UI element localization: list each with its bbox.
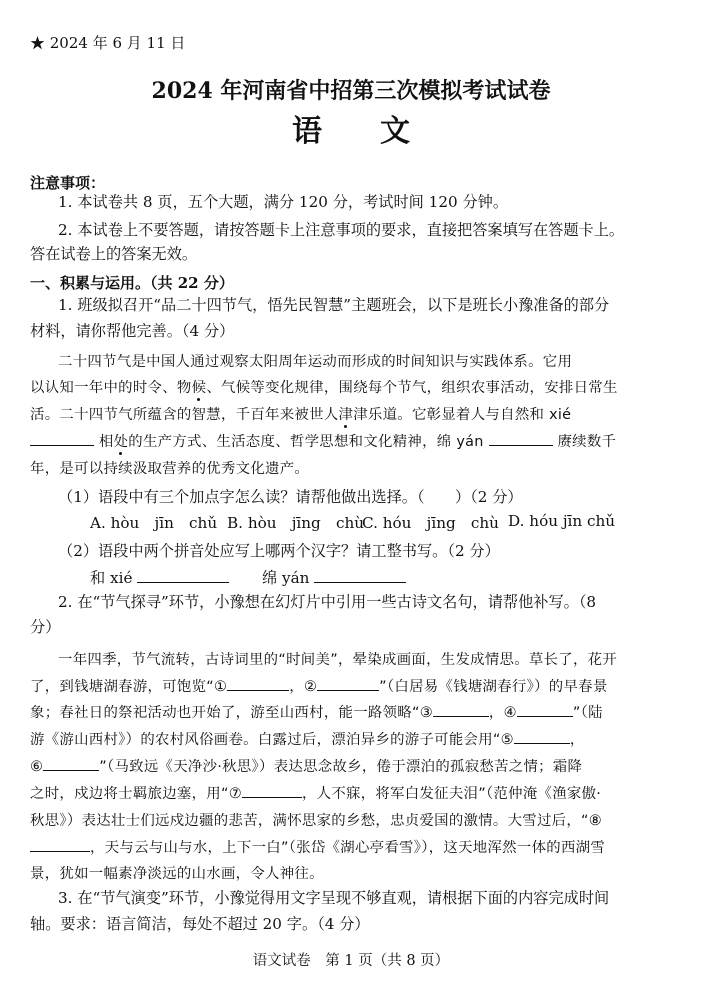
blank-3 <box>433 702 489 717</box>
passage2-line-7: 秋思》）表达壮士们远戍边疆的悲苦，满怀思家的乡愁，忠贞爱国的激情。大雪过后，“⑧ <box>30 813 603 829</box>
blank-8 <box>30 837 90 852</box>
sub-question-1: （1）语段中有三个加点字怎么读？请帮他做出选择。（ ）（2 分） <box>58 488 523 506</box>
dotted-char-chu: 处 <box>113 434 129 450</box>
q2-line-2: 分） <box>30 618 61 636</box>
date-note: ★ 2024 年 6 月 11 日 <box>30 34 186 52</box>
answer-blank-yan <box>314 568 406 583</box>
exam-title: 2024 年河南省中招第三次模拟考试试卷 <box>151 78 551 104</box>
passage2-line-2: 了，到钱塘湖春游，可饱览“① ，② ”（白居易《钱塘湖春行》）的早春景 <box>30 675 608 696</box>
passage2-line-5: ⑥ ”（马致远《天净沙·秋思》）表达思念故乡，倦于漂泊的孤寂愁苦之情；霜降 <box>30 755 582 776</box>
write-xie: 和 xié <box>90 567 229 588</box>
passage2-line-6: 之时，戍边将士羁旅边塞，用“⑦ ，人不寐，将军白发征夫泪”（范仲淹《渔家傲· <box>30 782 601 803</box>
q1-line-1: 1. 班级拟召开“品二十四节气，悟先民智慧”主题班会，以下是班长小豫准备的部分 <box>58 296 610 314</box>
blank-2 <box>317 676 379 691</box>
write-yan: 绵 yán <box>262 567 406 588</box>
blank-1 <box>227 676 289 691</box>
q1-line-2: 材料，请你帮他完善。（4 分） <box>30 322 235 340</box>
passage1-line-3: 活。二十四节气所蕴含的智慧，千百年来被世人津津乐道。它彰显着人与自然和 xié <box>30 407 572 423</box>
option-b: B. hòu jīng chù <box>227 514 365 532</box>
option-a: A. hòu jīn chǔ <box>90 514 218 532</box>
answer-blank-xie <box>137 568 229 583</box>
notice-item-1: 1. 本试卷共 8 页，五个大题，满分 120 分，考试时间 120 分钟。 <box>58 193 509 211</box>
q3-line-2: 轴。要求：语言简洁，每处不超过 20 字。（4 分） <box>30 915 370 933</box>
notice-heading: 注意事项： <box>30 174 106 192</box>
q3-line-1: 3. 在“节气演变”环节，小豫觉得用文字呈现不够直观，请根据下面的内容完成时间 <box>58 889 610 907</box>
passage1-line-5: 年，是可以持续汲取营养的优秀文化遗产。 <box>30 461 310 477</box>
option-c: C. hóu jīng chù <box>362 514 499 532</box>
blank-4 <box>517 702 573 717</box>
notice-item-2b: 答在试卷上的答案无效。 <box>30 245 198 263</box>
passage2-line-9: 景，犹如一幅素净淡远的山水画，令人神往。 <box>30 866 324 882</box>
notice-item-2a: 2. 本试卷上不要答题，请按答题卡上注意事项的要求，直接把答案填写在答题卡上。 <box>58 221 625 239</box>
blank-xie <box>30 431 94 446</box>
passage2-line-4: 游《游山西村》）的农村风俗画卷。白露过后，漂泊异乡的游子可能会用“⑤ ， <box>30 728 585 749</box>
blank-7 <box>242 783 302 798</box>
passage1-line-4: 相处的生产方式、生活态度、哲学思想和文化精神，绵 yán 赓续数千 <box>30 430 616 451</box>
passage1-line-2: 以认知一年中的时令、物候、气候等变化规律，围绕每个节气，组织农事活动，安排日常生 <box>30 380 618 396</box>
passage2-line-8: ，天与云与山与水，上下一白”（张岱《湖心亭看雪》），这天地浑然一体的西湖雪 <box>30 836 605 857</box>
section1-heading: 一、积累与运用。（共 22 分） <box>30 274 234 292</box>
dotted-char-jin: 津 <box>338 407 354 423</box>
subject-title: 语文 <box>292 114 468 149</box>
blank-yan <box>489 431 553 446</box>
dotted-char-hou: 候 <box>191 380 207 396</box>
page-footer: 语文试卷 第 1 页（共 8 页） <box>252 953 450 969</box>
passage2-line-3: 象；春社日的祭祀活动也开始了，游至山西村，能一路领略“③ ，④ ”（陆 <box>30 701 603 722</box>
blank-6 <box>43 756 99 771</box>
option-d: D. hóu jīn chǔ <box>508 512 616 530</box>
passage2-line-1: 一年四季，节气流转，古诗词里的“时间美”，晕染成画面，生发成情思。草长了，花开 <box>58 652 618 668</box>
blank-5 <box>514 729 570 744</box>
q2-line-1: 2. 在“节气探寻”环节，小豫想在幻灯片中引用一些古诗文名句，请帮他补写。（8 <box>58 593 597 611</box>
sub-question-2: （2）语段中两个拼音处应写上哪两个汉字？请工整书写。（2 分） <box>58 542 500 560</box>
passage1-line-1: 二十四节气是中国人通过观察太阳周年运动而形成的时间知识与实践体系。它用 <box>58 354 573 370</box>
